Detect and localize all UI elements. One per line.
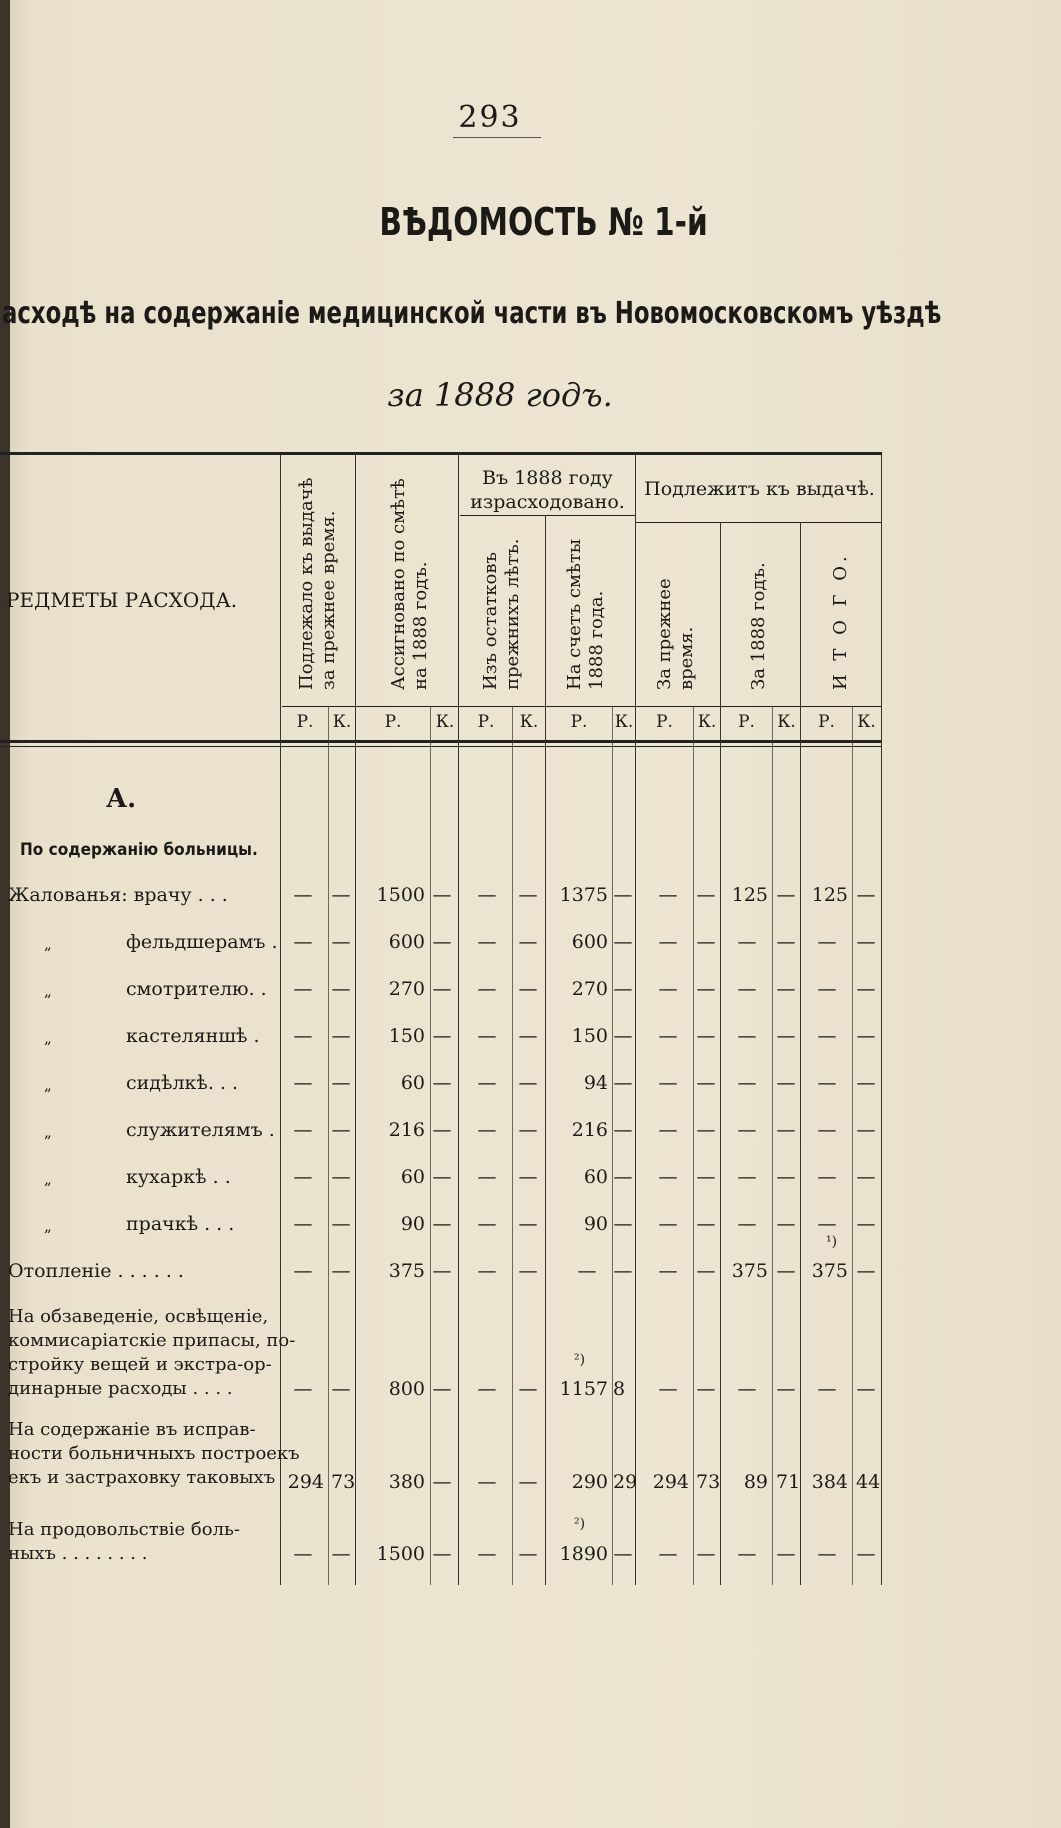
cell-dash: —: [737, 1213, 757, 1235]
cell-dash: —: [518, 884, 538, 906]
rk-top-rule: [282, 706, 882, 707]
cell-rubles: 600: [388, 931, 425, 953]
table-header-rule-2: [0, 746, 882, 747]
cell-dash: —: [613, 1543, 633, 1565]
row-label: На обзаведеніе, освѣщеніе,: [8, 1306, 269, 1327]
cell-dash: —: [477, 978, 497, 1000]
cell-dash: —: [518, 1072, 538, 1094]
cell-dash: —: [293, 1543, 313, 1565]
rk-label-r: Р.: [477, 712, 495, 732]
cell-dash: —: [817, 1025, 837, 1047]
group-spent-rule: [460, 515, 635, 516]
cell-dash: —: [737, 1166, 757, 1188]
cell-dash: —: [432, 978, 452, 1000]
cell-dash: —: [817, 978, 837, 1000]
cell-dash: —: [776, 978, 796, 1000]
cell-dash: —: [856, 1378, 876, 1400]
cell-dash: —: [856, 1166, 876, 1188]
cell-dash: —: [293, 884, 313, 906]
cell-rubles: 270: [571, 978, 608, 1000]
cell-rubles: 89: [743, 1471, 768, 1493]
cell-kopeks: 73: [331, 1471, 356, 1493]
cell-dash: —: [737, 978, 757, 1000]
cell-dash: —: [817, 1072, 837, 1094]
cell-dash: —: [432, 931, 452, 953]
header-col7: И Т О Г О.: [830, 552, 851, 690]
header-group-spent: Въ 1888 году израсходовано.: [470, 467, 625, 513]
col-divider: [545, 515, 546, 1585]
table-top-rule: [0, 452, 882, 455]
cell-rubles: 150: [388, 1025, 425, 1047]
row-label: ности больничныхъ построекъ: [8, 1443, 300, 1464]
cell-rubles: 90: [400, 1213, 425, 1235]
row-label: сидѣлкѣ. . .: [126, 1072, 239, 1094]
rk-label-k: К.: [777, 712, 796, 732]
cell-dash: —: [737, 1025, 757, 1047]
cell-dash: —: [432, 1260, 452, 1282]
cell-dash: —: [658, 978, 678, 1000]
cell-dash: —: [658, 1119, 678, 1141]
section-title: По содержанію больницы.: [20, 840, 258, 860]
cell-dash: —: [432, 884, 452, 906]
cell-rubles: 290: [571, 1471, 608, 1493]
cell-dash: —: [477, 1378, 497, 1400]
cell-dash: —: [331, 1166, 351, 1188]
ditto-mark: „: [44, 935, 52, 953]
cell-dash: —: [331, 1260, 351, 1282]
cell-dash: —: [658, 931, 678, 953]
cell-dash: —: [432, 1119, 452, 1141]
cell-dash: —: [477, 1213, 497, 1235]
table-header-rule: [0, 740, 882, 743]
row-label: Отопленіе . . . . . .: [8, 1260, 184, 1282]
cell-dash: —: [613, 884, 633, 906]
cell-dash: —: [518, 1025, 538, 1047]
cell-dash: —: [776, 1378, 796, 1400]
cell-dash: —: [817, 1213, 837, 1235]
k-divider: [772, 706, 773, 1585]
ditto-mark: „: [44, 1029, 52, 1047]
row-label: прачкѣ . . .: [126, 1213, 235, 1235]
document-year: за 1888 годъ.: [387, 376, 613, 414]
cell-dash: —: [776, 931, 796, 953]
cell-dash: —: [518, 931, 538, 953]
document-subtitle: асходѣ на содержаніе медицинской части въ Новомосковскомъ уѣздѣ: [2, 296, 942, 331]
cell-dash: —: [658, 1543, 678, 1565]
cell-dash: —: [518, 1166, 538, 1188]
cell-dash: —: [776, 1213, 796, 1235]
cell-dash: —: [817, 1378, 837, 1400]
cell-dash: —: [817, 1543, 837, 1565]
cell-dash: —: [696, 884, 716, 906]
cell-dash: —: [613, 1072, 633, 1094]
cell-dash: —: [331, 1025, 351, 1047]
rk-label-k: К.: [435, 712, 455, 732]
cell-dash: —: [737, 931, 757, 953]
cell-dash: —: [856, 978, 876, 1000]
cell-dash: —: [293, 1260, 313, 1282]
cell-dash: —: [696, 1260, 716, 1282]
cell-dash: —: [432, 1378, 452, 1400]
cell-dash: —: [477, 1260, 497, 1282]
cell-dash: —: [293, 1025, 313, 1047]
cell-dash: —: [293, 1119, 313, 1141]
cell-dash: —: [696, 1072, 716, 1094]
cell-dash: —: [658, 1260, 678, 1282]
col-divider: [458, 455, 459, 1585]
cell-rubles: 384: [811, 1471, 848, 1493]
header-col3: Изъ остатковъ прежнихъ лѣтъ.: [480, 538, 523, 690]
cell-dash: —: [776, 1119, 796, 1141]
cell-dash: —: [856, 884, 876, 906]
row-label: ныхъ . . . . . . . .: [8, 1543, 148, 1564]
cell-dash: —: [696, 1543, 716, 1565]
cell-dash: —: [477, 1119, 497, 1141]
cell-dash: —: [477, 1025, 497, 1047]
cell-dash: —: [856, 1213, 876, 1235]
row-label: Жалованья: врачу . . .: [8, 884, 228, 906]
cell-rubles: 1157: [559, 1378, 608, 1400]
rk-label-k: К.: [332, 712, 352, 732]
k-divider: [612, 706, 613, 1585]
rk-label-r: Р.: [738, 712, 755, 732]
ditto-mark: „: [44, 1123, 52, 1141]
rk-label-r: Р.: [296, 712, 314, 732]
cell-dash: —: [613, 931, 633, 953]
cell-dash: —: [432, 1543, 452, 1565]
cell-dash: —: [518, 1119, 538, 1141]
cell-dash: —: [613, 1025, 633, 1047]
cell-dash: —: [331, 1072, 351, 1094]
rk-label-r: Р.: [818, 712, 835, 732]
cell-dash: —: [293, 1166, 313, 1188]
section-letter: А.: [106, 784, 137, 814]
cell-dash: —: [856, 1025, 876, 1047]
cell-dash: —: [658, 1378, 678, 1400]
cell-dash: —: [613, 1166, 633, 1188]
cell-dash: —: [658, 1072, 678, 1094]
rk-label-r: Р.: [384, 712, 402, 732]
footnote-marker: ²): [574, 1516, 586, 1532]
cell-rubles: 294: [287, 1471, 324, 1493]
cell-dash: —: [577, 1260, 597, 1282]
cell-dash: —: [477, 931, 497, 953]
cell-dash: —: [696, 931, 716, 953]
cell-rubles: 125: [731, 884, 768, 906]
cell-dash: —: [477, 1471, 497, 1493]
cell-rubles: 270: [388, 978, 425, 1000]
cell-rubles: 380: [388, 1471, 425, 1493]
cell-rubles: 60: [400, 1166, 425, 1188]
k-divider: [693, 706, 694, 1585]
footnote-marker: ²): [574, 1352, 586, 1368]
ditto-mark: „: [44, 982, 52, 1000]
cell-rubles: 1375: [559, 884, 608, 906]
footnote-marker: ¹): [826, 1234, 838, 1250]
cell-rubles: 600: [571, 931, 608, 953]
row-label: На содержаніе въ исправ-: [8, 1419, 256, 1440]
cell-dash: —: [518, 1260, 538, 1282]
cell-rubles: 94: [583, 1072, 608, 1094]
page-number: 293: [458, 100, 522, 135]
cell-rubles: 90: [583, 1213, 608, 1235]
cell-dash: —: [293, 931, 313, 953]
cell-rubles: 1500: [376, 884, 425, 906]
cell-dash: —: [432, 1025, 452, 1047]
col-divider: [355, 455, 356, 1585]
cell-rubles: 375: [731, 1260, 768, 1282]
cell-dash: —: [856, 1260, 876, 1282]
rk-label-r: Р.: [656, 712, 673, 732]
row-label: смотрителю. .: [126, 978, 267, 1000]
cell-dash: —: [477, 1166, 497, 1188]
row-label: На продовольствіе боль-: [8, 1519, 240, 1540]
cell-dash: —: [696, 1213, 716, 1235]
header-group-due: Подлежитъ къ выдачѣ.: [644, 478, 875, 500]
ditto-mark: „: [44, 1076, 52, 1094]
cell-dash: —: [613, 1260, 633, 1282]
cell-dash: —: [776, 884, 796, 906]
cell-kopeks: 71: [776, 1471, 801, 1493]
cell-dash: —: [293, 1213, 313, 1235]
cell-dash: —: [293, 1072, 313, 1094]
row-label: екъ и застраховку таковыхъ: [8, 1467, 276, 1488]
cell-dash: —: [658, 1166, 678, 1188]
cell-dash: —: [432, 1213, 452, 1235]
k-divider: [328, 706, 329, 1585]
row-label: служителямъ .: [126, 1119, 275, 1141]
cell-dash: —: [432, 1471, 452, 1493]
ditto-mark: „: [44, 1217, 52, 1235]
cell-dash: —: [331, 931, 351, 953]
cell-rubles: 60: [583, 1166, 608, 1188]
cell-dash: —: [776, 1543, 796, 1565]
cell-rubles: 800: [388, 1378, 425, 1400]
page-number-rule: [453, 137, 541, 138]
cell-dash: —: [658, 1213, 678, 1235]
cell-dash: —: [331, 884, 351, 906]
cell-dash: —: [613, 1119, 633, 1141]
header-items: РЕДМЕТЫ РАСХОДА.: [6, 588, 238, 612]
cell-dash: —: [518, 1213, 538, 1235]
col-divider: [280, 455, 281, 1585]
cell-dash: —: [696, 978, 716, 1000]
cell-dash: —: [696, 1119, 716, 1141]
cell-dash: —: [477, 1072, 497, 1094]
cell-dash: —: [331, 978, 351, 1000]
cell-dash: —: [856, 1543, 876, 1565]
cell-dash: —: [293, 978, 313, 1000]
row-label: динарные расходы . . . .: [8, 1378, 233, 1399]
cell-dash: —: [817, 1119, 837, 1141]
cell-rubles: 375: [811, 1260, 848, 1282]
cell-dash: —: [477, 1543, 497, 1565]
cell-dash: —: [432, 1072, 452, 1094]
cell-rubles: 150: [571, 1025, 608, 1047]
header-col2: Ассигновано по смѣтѣ на 1888 годъ.: [388, 478, 431, 690]
cell-rubles: 1890: [559, 1543, 608, 1565]
rk-label-r: Р.: [570, 712, 588, 732]
cell-dash: —: [613, 978, 633, 1000]
cell-kopeks: 8: [613, 1378, 626, 1400]
cell-dash: —: [696, 1378, 716, 1400]
rk-label-k: К.: [857, 712, 876, 732]
cell-dash: —: [737, 1119, 757, 1141]
cell-dash: —: [776, 1072, 796, 1094]
cell-kopeks: 44: [856, 1471, 881, 1493]
header-col6: За 1888 годъ.: [748, 562, 769, 690]
rk-label-k: К.: [697, 712, 717, 732]
cell-dash: —: [658, 1025, 678, 1047]
cell-rubles: 60: [400, 1072, 425, 1094]
document-title: ВѢДОМОСТЬ № 1-й: [379, 200, 708, 244]
cell-kopeks: 73: [696, 1471, 721, 1493]
cell-dash: —: [776, 1166, 796, 1188]
header-col1: Подлежало къ выдачѣ за прежнее время.: [296, 477, 339, 690]
cell-dash: —: [518, 1378, 538, 1400]
cell-dash: —: [737, 1072, 757, 1094]
cell-dash: —: [613, 1213, 633, 1235]
cell-dash: —: [856, 1072, 876, 1094]
row-label: кухаркѣ . .: [126, 1166, 231, 1188]
cell-dash: —: [856, 931, 876, 953]
row-label: кастеляншѣ .: [126, 1025, 260, 1047]
k-divider: [852, 706, 853, 1585]
header-col4: На счетъ смѣты 1888 года.: [564, 538, 607, 690]
ditto-mark: „: [44, 1170, 52, 1188]
cell-rubles: 375: [388, 1260, 425, 1282]
k-divider: [512, 706, 513, 1585]
rk-label-k: К.: [519, 712, 539, 732]
cell-dash: —: [696, 1025, 716, 1047]
k-divider: [430, 706, 431, 1585]
cell-dash: —: [737, 1378, 757, 1400]
row-label: фельдшерамъ .: [126, 931, 278, 953]
cell-dash: —: [331, 1378, 351, 1400]
col-divider: [800, 522, 801, 1585]
cell-dash: —: [518, 1543, 538, 1565]
cell-kopeks: 29: [613, 1471, 638, 1493]
col-divider: [635, 455, 636, 1585]
row-label: стройку вещей и экстра-ор-: [8, 1354, 272, 1375]
cell-rubles: 125: [811, 884, 848, 906]
group-due-rule: [635, 522, 882, 523]
cell-rubles: 216: [571, 1119, 608, 1141]
cell-dash: —: [432, 1166, 452, 1188]
cell-dash: —: [331, 1543, 351, 1565]
header-col5: За прежнее время.: [654, 578, 697, 690]
cell-rubles: 216: [388, 1119, 425, 1141]
col-divider: [881, 455, 882, 1585]
cell-dash: —: [776, 1260, 796, 1282]
col-divider: [720, 522, 721, 1585]
rk-label-k: К.: [614, 712, 634, 732]
cell-dash: —: [331, 1213, 351, 1235]
cell-rubles: 1500: [376, 1543, 425, 1565]
cell-dash: —: [696, 1166, 716, 1188]
cell-dash: —: [658, 884, 678, 906]
cell-dash: —: [817, 1166, 837, 1188]
cell-dash: —: [293, 1378, 313, 1400]
cell-dash: —: [737, 1543, 757, 1565]
cell-dash: —: [331, 1119, 351, 1141]
cell-dash: —: [856, 1119, 876, 1141]
row-label: коммисаріатскіе припасы, по-: [8, 1330, 296, 1351]
cell-dash: —: [817, 931, 837, 953]
cell-dash: —: [776, 1025, 796, 1047]
cell-dash: —: [518, 1471, 538, 1493]
cell-rubles: 294: [652, 1471, 689, 1493]
cell-dash: —: [518, 978, 538, 1000]
cell-dash: —: [477, 884, 497, 906]
